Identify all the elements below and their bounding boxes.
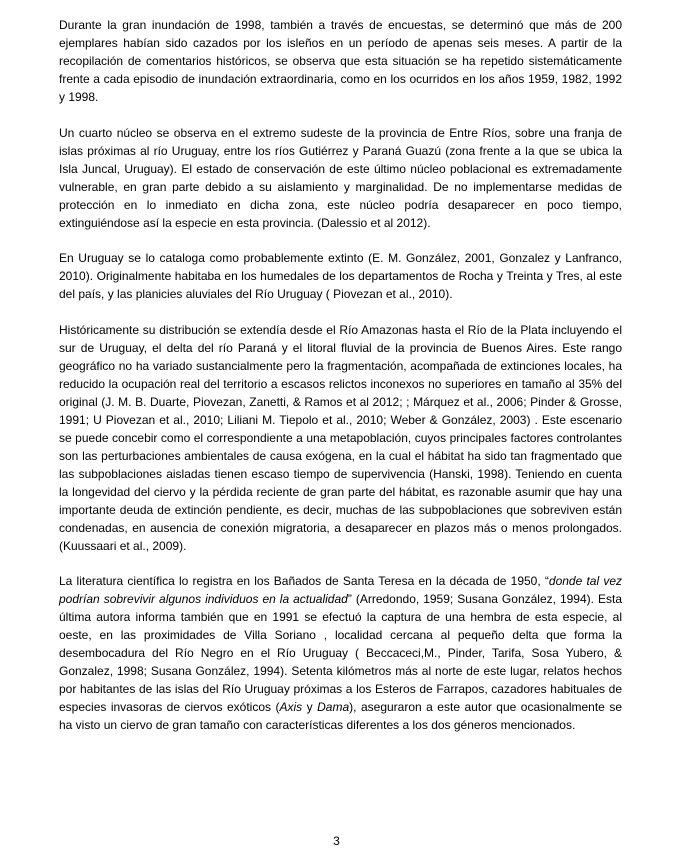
paragraph [59,572,622,734]
text-segment: La literatura científica lo registra en los Bañados de Santa Teresa en la década de 1950, “ [59,574,549,588]
paragraph [59,249,622,303]
paragraph [59,124,622,232]
paragraph [59,321,622,555]
paragraph [59,16,622,106]
text-segment: Durante la gran inundación de 1998, también a través de encuestas, se determinó que más de 200 ejemplares habían sido cazados por los isleños en un período de apenas seis meses. A partir de la recopilación de comentarios históricos, se observa que esta situación se ha repetido sistemáticamente frente a cada episodio de inundación extraordinaria, como en los ocurridos en los años 1959, 1982, 1992 y 1998. [59,18,622,104]
text-segment: Un cuarto núcleo se observa en el extremo sudeste de la provincia de Entre Ríos, sobre una franja de islas próximas al río Uruguay, entre los ríos Gutiérrez y Paraná Guazú (zona frente a la que se ubica la Isla Juncal, Uruguay). El estado de conservación de este último núcleo poblacional es extremadamente vulnerable, en gran parte debido a su aislamiento y marginalidad. De no implementarse medidas de protección en lo inmediato en dicha zona, este núcleo podría desaparecer en poco tiempo, extinguiéndose así la especie en esta provincia. (Dalessio et al 2012). [59,125,622,230]
text-segment: ), aseguraron a este autor que ocasionalmente se ha visto un ciervo de gran tamaño con características diferentes a los dos géneros mencionados. [59,700,623,732]
text-segment: Históricamente su distribución se extendía desde el Río Amazonas hasta el Río de la Plata incluyendo el sur de Uruguay, el delta del río Paraná y el litoral fluvial de la provincia de Buenos Aires. Este rango geográfico no ha variado sustancialmente pero la fragmentación, acompañada de extinciones locales, ha reducido la ocupación real del territorio a escasos relictos inconexos no superiores en tamaño al 35% del original (J. M. B. Duarte, Piovezan, Zanetti, & Ramos et al 2012; ; Márquez et al., 2006; Pinder & Grosse, 1991; U Piovezan et al., 2010; Liliani M. Tiepolo et al., 2010; Weber & González, 2003) . Este escenario se puede concebir como el correspondiente a una metapoblación, cuyos principales factores controlantes son las perturbaciones ambientales de causa exógena, en la cual el hábitat ha sido tan fragmentado que las subpoblaciones aisladas tienen escaso tiempo de supervivencia (Hanski, 1998). Teniendo en cuenta la longevidad del ciervo y la pérdida reciente de gran parte del hábitat, es razonable asumir que hay una importante deuda de extinción pendiente, es decir, muchas de las subpoblaciones que sobreviven están condenadas, en ausencia de conexión migratoria, a desaparecer en plazos más o menos prolongados. (Kuussaari et al., 2009). [59,322,622,553]
document-body [59,16,622,752]
text-segment: En Uruguay se lo cataloga como probablemente extinto (E. M. González, 2001, Gonzalez y Lanfranco, 2010). Originalmente habitaba en los humedales de los departamentos de Rocha y Treinta y Tres, al este del país, y las planicies aluviales del Río Uruguay ( Piovezan et al., 2010). [59,251,622,301]
text-segment: y [302,700,318,714]
italic-text: donde tal vez podrían sobrevivir algunos individuos en la actualidad [59,574,622,606]
text-segment: ” (Arredondo, 1959; Susana González, 1994). Esta última autora informa también que en 1991 se efectuó la captura de una hembra de esta especie, al oeste, en las proximidades de Villa Soriano , localidad cercana al pequeño delta que forma la desembocadura del Río Negro en el Río Uruguay ( Beccaceci,M., Pinder, Tarifa, Sosa Yubero, & Gonzalez, 1998; Susana González, 1994). Setenta kilómetros más al norte de este lugar, relatos hechos por habitantes de las islas del Río Uruguay próximas a los Esteros de Farrapos, cazadores habituales de especies invasoras de ciervos exóticos ( [59,592,622,714]
italic-text: Axis [279,700,303,714]
italic-text: Dama [317,700,350,714]
page-number: 3 [333,834,340,848]
